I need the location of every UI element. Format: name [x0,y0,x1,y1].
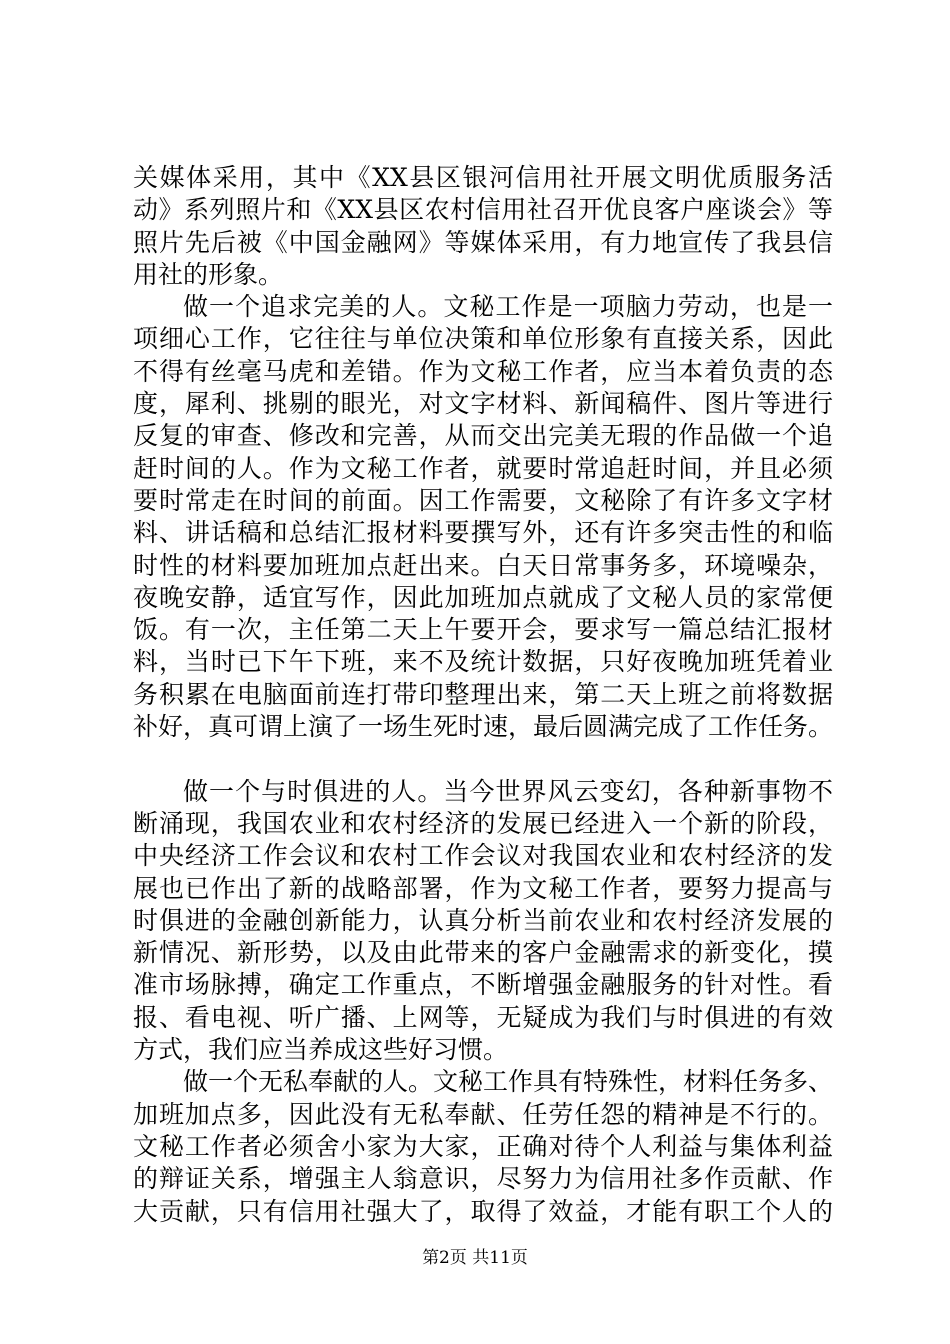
text-line: 务积累在电脑面前连打带印整理出来，第二天上班之前将数据 [133,679,833,709]
text-line: 动》系列照片和《XX县区农村信用社召开优良客户座谈会》等 [133,195,833,225]
paragraph [133,162,833,291]
text-line: 做一个无私奉献的人。文秘工作具有特殊性，材料任务多、 [183,1067,834,1097]
paragraph [133,776,833,1067]
text-line: 中央经济工作会议和农村工作会议对我国农业和农村经济的发 [133,841,833,871]
text-line: 度，犀利、挑剔的眼光，对文字材料、新闻稿件、图片等进行 [133,389,833,419]
text-line: 时俱进的金融创新能力，认真分析当前农业和农村经济发展的 [133,905,833,935]
text-line: 加班加点多，因此没有无私奉献、任劳任怨的精神是不行的。 [133,1099,833,1129]
page-footer: 第2页 共11页 [422,1248,528,1268]
blank-line [133,743,833,775]
text-line: 方式，我们应当养成这些好习惯。 [133,1035,509,1065]
text-line: 做一个与时俱进的人。当今世界风云变幻，各种新事物不 [183,776,833,806]
text-line: 用社的形象。 [133,259,284,289]
text-line: 新情况、新形势，以及由此带来的客户金融需求的新变化，摸 [133,938,833,968]
text-line: 夜晚安静，适宜写作，因此加班加点就成了文秘人员的家常便 [133,582,833,612]
text-line: 的辩证关系，增强主人翁意识，尽努力为信用社多作贡献、作 [133,1164,833,1194]
text-line: 报、看电视、听广播、上网等，无疑成为我们与时俱进的有效 [133,1002,833,1032]
text-line: 做一个追求完美的人。文秘工作是一项脑力劳动，也是一 [183,292,833,322]
text-line: 料、讲话稿和总结汇报材料要撰写外，还有许多突击性的和临 [133,518,833,548]
document-body [133,162,833,1228]
text-line: 大贡献，只有信用社强大了，取得了效益，才能有职工个人的 [133,1196,833,1226]
text-line: 饭。有一次，主任第二天上午要开会，要求写一篇总结汇报材 [133,615,833,645]
text-line: 要时常走在时间的前面。因工作需要，文秘除了有许多文字材 [133,485,833,515]
text-line: 赶时间的人。作为文秘工作者，就要时常追赶时间，并且必须 [133,453,833,483]
text-line: 文秘工作者必须舍小家为大家，正确对待个人利益与集体利益 [133,1131,833,1161]
text-line: 不得有丝毫马虎和差错。作为文秘工作者，应当本着负责的态 [133,356,833,386]
text-line: 补好，真可谓上演了一场生死时速，最后圆满完成了工作任务。 [133,712,834,742]
text-line: 断涌现，我国农业和农村经济的发展已经进入一个新的阶段， [133,808,833,838]
paragraph [133,291,833,743]
text-line: 照片先后被《中国金融网》等媒体采用，有力地宣传了我县信 [133,227,833,257]
text-line: 准市场脉搏，确定工作重点，不断增强金融服务的针对性。看 [133,970,833,1000]
text-line: 展也已作出了新的战略部署，作为文秘工作者，要努力提高与 [133,873,833,903]
text-line: 料，当时已下午下班，来不及统计数据，只好夜晚加班凭着业 [133,647,833,677]
text-line: 时性的材料要加班加点赶出来。白天日常事务多，环境噪杂， [133,550,833,580]
text-line: 反复的审查、修改和完善，从而交出完美无瑕的作品做一个追 [133,421,833,451]
text-line: 项细心工作，它往往与单位决策和单位形象有直接关系，因此 [133,324,833,354]
text-line: 关媒体采用，其中《XX县区银河信用社开展文明优质服务活 [133,163,833,192]
paragraph [133,1066,833,1227]
